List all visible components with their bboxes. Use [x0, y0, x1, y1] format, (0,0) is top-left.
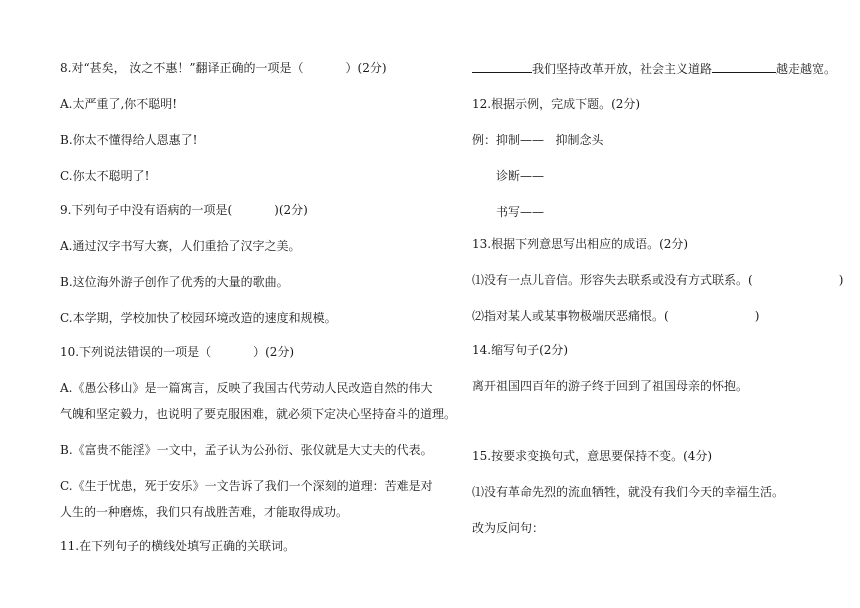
question-13-stem: 13.根据下列意思写出相应的成语。(2分): [472, 237, 689, 251]
answer-blank-2[interactable]: [712, 60, 776, 73]
question-9-option-b: B.这位海外游子创作了优秀的大量的歌曲。: [60, 275, 289, 289]
question-9-stem: 9.下列句子中没有语病的一项是( )(2分): [60, 203, 308, 217]
question-10-option-c-line2: 人生的一种磨炼，我们只有战胜苦难，才能取得成功。: [60, 505, 349, 519]
question-9-option-a: A.通过汉字书写大赛，人们重拾了汉字之美。: [60, 239, 301, 253]
question-8-stem: 8.对“甚矣， 汝之不惠！”翻译正确的一项是（ ）(2分): [60, 61, 387, 75]
question-12-stem: 12.根据示例，完成下题。(2分): [472, 97, 641, 111]
question-8-option-a: A.太严重了,你不聪明!: [60, 97, 178, 111]
question-10-option-c-line1: C.《生于忧患，死于安乐》一文告诉了我们一个深刻的道理：苦难是对: [60, 479, 433, 493]
question-15-instruction: 改为反问句：: [472, 521, 545, 535]
question-12-item-2: 书写——: [496, 205, 545, 219]
question-10-option-a-line2: 气魄和坚定毅力，也说明了要克服困难，就必须下定决心坚持奋斗的道理。: [60, 407, 457, 421]
right-column: [440, 0, 860, 608]
question-14-sentence: 离开祖国四百年的游子终于回到了祖国母亲的怀抱。: [472, 379, 749, 393]
question-15-item-1: ⑴没有革命先烈的流血牺牲，就没有我们今天的幸福生活。: [472, 485, 785, 499]
question-10-stem: 10.下列说法错误的一项是（ ）(2分): [60, 345, 295, 359]
question-8-option-c: C.你太不聪明了!: [60, 169, 150, 183]
question-11-stem: 11.在下列句子的横线处填写正确的关联词。: [60, 539, 296, 553]
question-12-item-1: 诊断——: [496, 169, 545, 183]
question-13-item-1: ⑴没有一点儿音信。形容失去联系或没有方式联系。( ): [472, 273, 844, 287]
question-10-option-a-line1: A.《愚公移山》是一篇寓言，反映了我国古代劳动人民改造自然的伟大: [60, 381, 433, 395]
question-12-example: 例：抑制—— 抑制念头: [472, 133, 604, 147]
question-8-option-b: B.你太不懂得给人恩惠了!: [60, 133, 198, 147]
question-13-item-2: ⑵指对某人或某事物极端厌恶痛恨。( ): [472, 309, 760, 323]
question-9-option-c: C.本学期，学校加快了校园环境改造的速度和规模。: [60, 311, 337, 325]
question-14-stem: 14.缩写句子(2分): [472, 343, 569, 357]
answer-blank-1[interactable]: [472, 60, 532, 73]
question-15-stem: 15.按要求变换句式，意思要保持不变。(4分): [472, 449, 713, 463]
question-10-option-b: B.《富贵不能淫》一文中，孟子认为公孙衍、张仪就是大丈夫的代表。: [60, 443, 433, 457]
question-11-sentence: 我们坚持改革开放，社会主义道路 越走越宽。: [472, 60, 836, 77]
